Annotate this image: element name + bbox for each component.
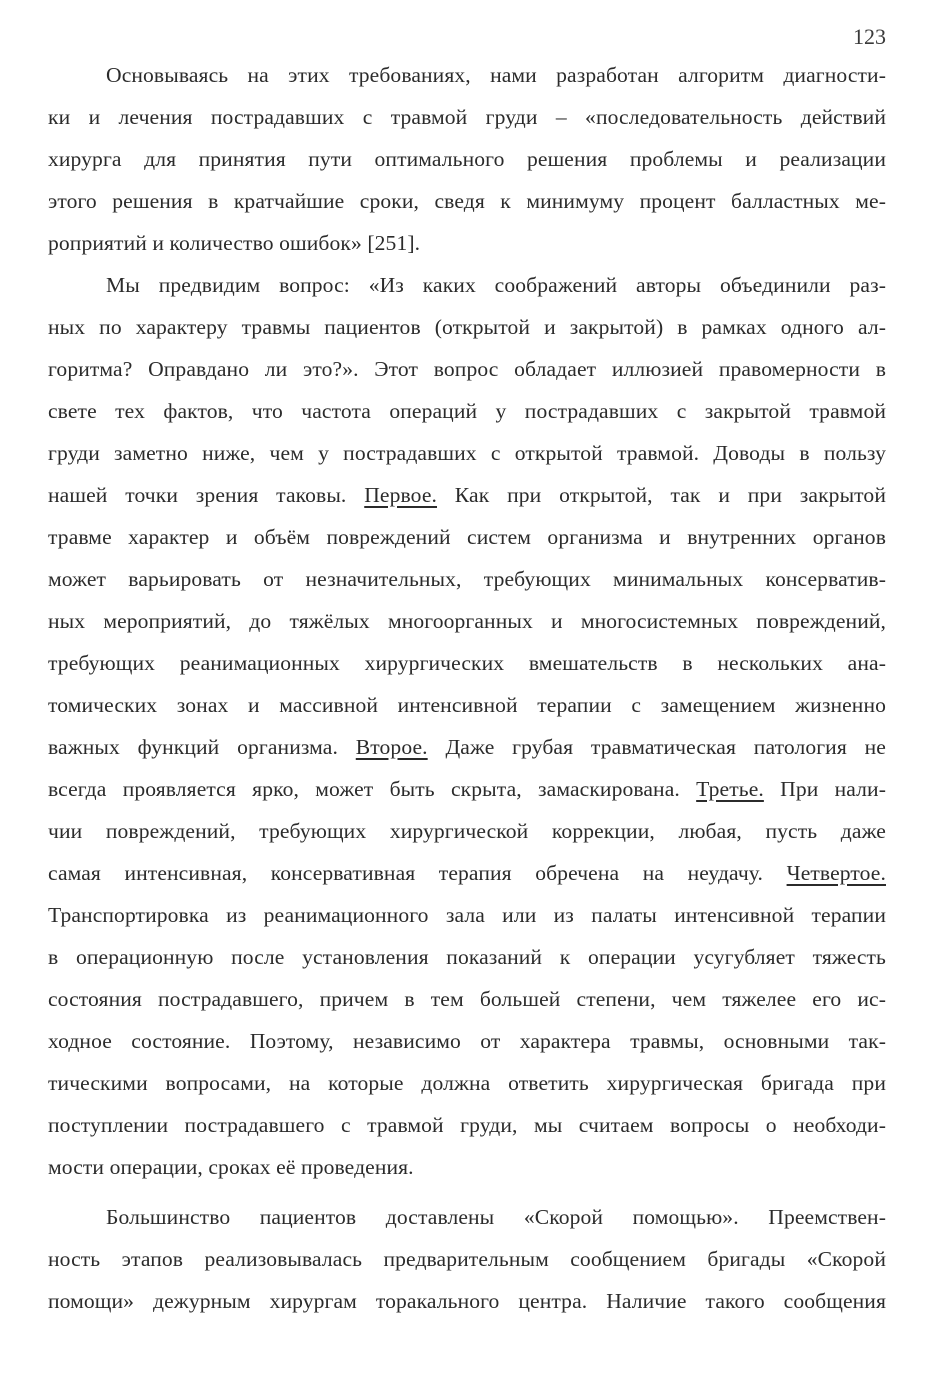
text-line: может варьировать от незначительных, требующих минимальных консерватив-	[48, 567, 886, 591]
text-line: свете тех фактов, что частота операций у пострадавших с закрытой травмой	[48, 399, 886, 423]
text-line	[48, 726, 886, 768]
underlined-term: Четвертое.	[786, 861, 886, 885]
text-line: роприятий и количество ошибок» [251].	[48, 231, 421, 255]
text-line: Транспортировка из реанимационного зала или из палаты интенсивной терапии	[48, 903, 886, 927]
text-line: ки и лечения пострадавших с травмой груди – «последовательность действий	[48, 105, 886, 129]
text-run: Как при открытой, так и при закрытой	[437, 483, 886, 507]
text-run: Даже грубая травматическая патология не	[427, 735, 886, 759]
text-line: томических зонах и массивной интенсивной терапии с замещением жизненно	[48, 693, 886, 717]
text-run: самая интенсивная, консервативная терапия обречена на неудачу.	[48, 861, 787, 885]
underlined-term: Первое.	[364, 483, 438, 507]
text-line: ных по характеру травмы пациентов (открытой и закрытой) в рамках одного ал-	[48, 315, 886, 339]
text-line: ность этапов реализовывалась предварительным сообщением бригады «Скорой	[48, 1247, 886, 1271]
text-line: горитма? Оправдано ли это?». Этот вопрос обладает иллюзией правомерности в	[48, 357, 886, 381]
text-line	[48, 852, 886, 894]
underlined-term: Третье.	[696, 777, 764, 801]
text-line: тическими вопросами, на которые должна ответить хирургическая бригада при	[48, 1071, 886, 1095]
text-line	[48, 768, 886, 810]
text-line: требующих реанимационных хирургических вмешательств в нескольких ана-	[48, 651, 886, 675]
text-line: этого решения в кратчайшие сроки, сведя к минимуму процент балластных ме-	[48, 189, 886, 213]
text-run: важных функций организма.	[48, 735, 356, 759]
text-line: хирурга для принятия пути оптимального решения проблемы и реализации	[48, 147, 886, 171]
text-line: Большинство пациентов доставлены «Скорой помощью». Преемствен-	[106, 1205, 886, 1229]
text-line: помощи» дежурным хирургам торакального центра. Наличие такого сообщения	[48, 1289, 886, 1313]
text-line: ходное состояние. Поэтому, независимо от характера травмы, основными так-	[48, 1029, 886, 1053]
paragraph-1	[48, 54, 886, 264]
text-run: нашей точки зрения таковы.	[48, 483, 365, 507]
text-line: Мы предвидим вопрос: «Из каких соображений авторы объединили раз-	[106, 273, 886, 297]
page-number: 123	[853, 24, 886, 49]
paragraph-2	[48, 264, 886, 1188]
text-line: состояния пострадавшего, причем в тем большей степени, чем тяжелее его ис-	[48, 987, 886, 1011]
text-line: травме характер и объём повреждений систем организма и внутренних органов	[48, 525, 886, 549]
text-line: ных мероприятий, до тяжёлых многоорганных и многосистемных повреждений,	[48, 609, 886, 633]
text-line: Основываясь на этих требованиях, нами разработан алгоритм диагности-	[106, 63, 886, 87]
text-line: груди заметно ниже, чем у пострадавших с открытой травмой. Доводы в пользу	[48, 441, 886, 465]
text-run: всегда проявляется ярко, может быть скрыта, замаскирована.	[48, 777, 697, 801]
text-run: При нали-	[763, 777, 886, 801]
text-line	[48, 474, 886, 516]
paragraph-3	[48, 1196, 886, 1322]
text-line: в операционную после установления показаний к операции усугубляет тяжесть	[48, 945, 886, 969]
underlined-term: Второе.	[355, 735, 428, 759]
text-line: мости операции, сроках её проведения.	[48, 1155, 414, 1179]
text-line: поступлении пострадавшего с травмой груди, мы считаем вопросы о необходи-	[48, 1113, 886, 1137]
text-line: чии повреждений, требующих хирургической коррекции, любая, пусть даже	[48, 819, 886, 843]
